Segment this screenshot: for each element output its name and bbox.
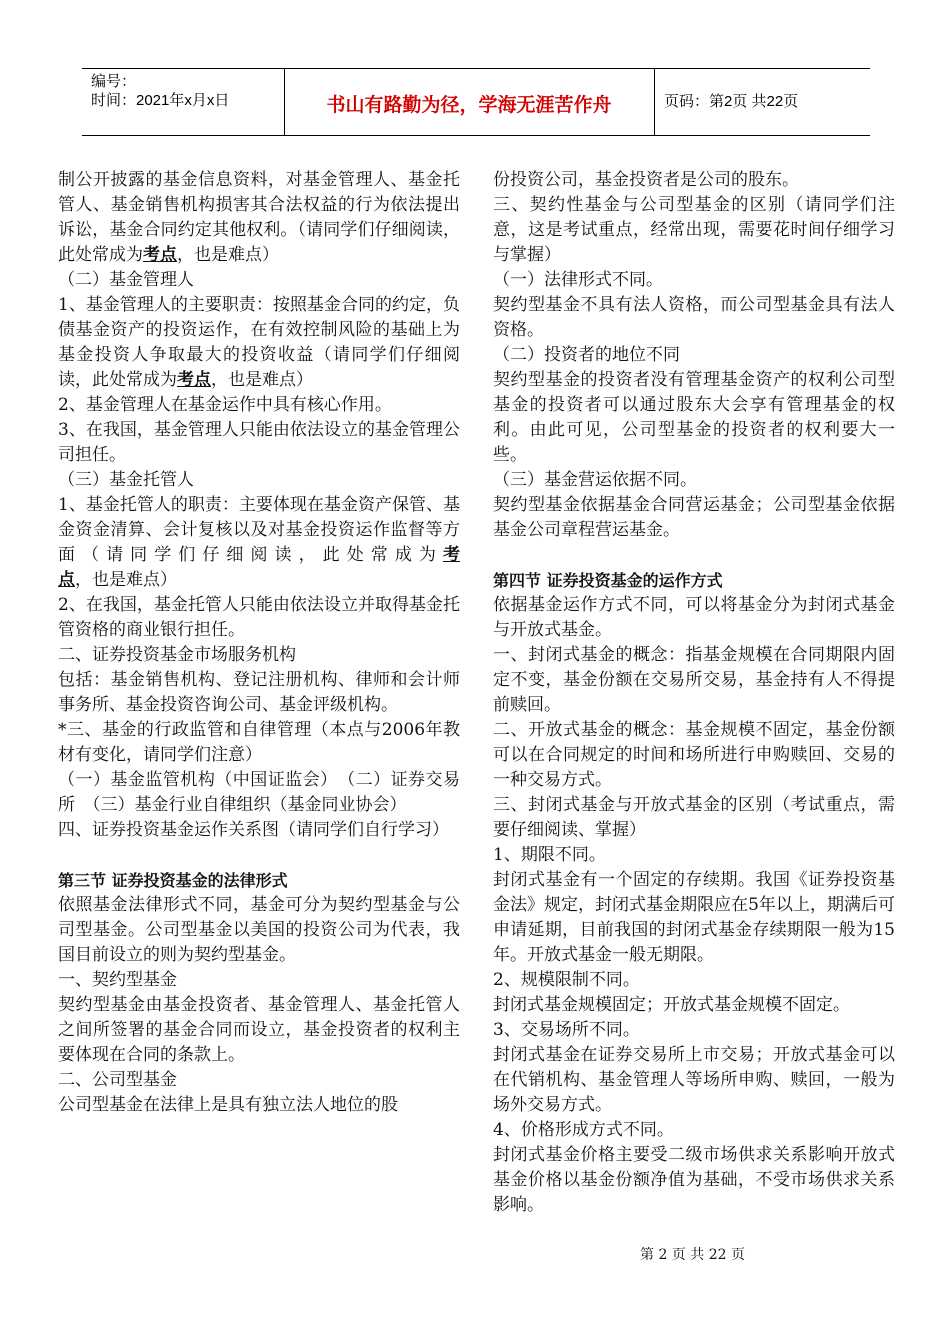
- paragraph: 二、证券投资基金市场服务机构: [58, 645, 296, 665]
- page-footer: 第 2 页 共 22 页: [640, 1247, 745, 1263]
- paragraph: 契约型基金不具有法人资格，而公司型基金具有法人资格。: [493, 295, 895, 340]
- header-bottom-rule: [82, 135, 870, 136]
- paragraph: 1、基金托管人的职责：主要体现在基金资产保管、基金资金清算、会计复核以及对基金投资运作监督等方面（请同学们仔细阅读，此处常成为考点，也是难点）: [58, 495, 460, 590]
- right-column: [493, 168, 895, 1218]
- paragraph: 1、期限不同。: [493, 845, 606, 865]
- key-point-mark: 考点: [143, 245, 177, 265]
- spacer: [493, 543, 895, 568]
- paragraph: 2、规模限制不同。: [493, 970, 640, 990]
- paragraph: 1、基金管理人的主要职责：按照基金合同的约定，负债基金资产的投资运作，在有效控制风险的基础上为基金投资人争取最大的投资收益（请同学们仔细阅读，此处常成为考点，也是难点）: [58, 295, 460, 390]
- left-column: [58, 168, 460, 1118]
- paragraph: 契约型基金由基金投资者、基金管理人、基金托管人之间所签署的基金合同而设立，基金投资者的权利主要体现在合同的条款上。: [58, 995, 460, 1065]
- paragraph: 三、契约性基金与公司型基金的区别（请同学们注意，这是考试重点，经常出现，需要花时间仔细学习与掌握）: [493, 195, 895, 265]
- paragraph: 一、契约型基金: [58, 970, 177, 990]
- paragraph: 份投资公司，基金投资者是公司的股东。: [493, 170, 799, 190]
- paragraph: （二）基金管理人: [58, 270, 194, 290]
- paragraph: 3、在我国，基金管理人只能由依法设立的基金管理公司担任。: [58, 420, 460, 465]
- paragraph: 二、公司型基金: [58, 1070, 177, 1090]
- paragraph: 一、封闭式基金的概念：指基金规模在合同期限内固定不变，基金份额在交易所交易，基金持有人不得提前赎回。: [493, 645, 895, 715]
- paragraph: 依照基金法律形式不同，基金可分为契约型基金与公司型基金。公司型基金以美国的投资公司为代表，我国目前设立的则为契约型基金。: [58, 895, 460, 965]
- paragraph: 包括：基金销售机构、登记注册机构、律师和会计师事务所、基金投资咨询公司、基金评级机构。: [58, 670, 460, 715]
- section-heading: 第三节 证券投资基金的法律形式: [58, 871, 288, 890]
- header-motto: 书山有路勤为径，学海无涯苦作舟: [326, 94, 612, 116]
- header-number: 编号：: [91, 73, 137, 90]
- header-divider-2: [654, 68, 655, 136]
- paragraph: （一）基金监管机构（中国证监会） （二）证券交易所 （三）基金行业自律组织（基金同业协会）: [58, 770, 460, 815]
- spacer: [58, 843, 460, 868]
- paragraph: （二）投资者的地位不同: [493, 345, 680, 365]
- paragraph: *三、基金的行政监管和自律管理（本点与2006年教材有变化，请同学们注意）: [58, 720, 460, 765]
- paragraph: 4、价格形成方式不同。: [493, 1120, 674, 1140]
- paragraph: 二、开放式基金的概念：基金规模不固定，基金份额可以在合同规定的时间和场所进行申购赎回、交易的一种交易方式。: [493, 720, 895, 790]
- paragraph: 三、封闭式基金与开放式基金的区别（考试重点，需要仔细阅读、掌握）: [493, 795, 895, 840]
- header-page-number: 页码：第2页 共22页: [664, 93, 799, 110]
- paragraph: 依据基金运作方式不同，可以将基金分为封闭式基金与开放式基金。: [493, 595, 895, 640]
- paragraph: 2、在我国，基金托管人只能由依法设立并取得基金托管资格的商业银行担任。: [58, 595, 460, 640]
- header-date: 时间：2021年x月x日: [91, 92, 230, 109]
- paragraph: 契约型基金的投资者没有管理基金资产的权利公司型基金的投资者可以通过股东大会享有管理基金的权利。由此可见，公司型基金的投资者的权利要大一些。: [493, 370, 895, 465]
- paragraph: 封闭式基金有一个固定的存续期。我国《证券投资基金法》规定，封闭式基金期限应在5年以上，期满后可申请延期，目前我国的封闭式基金存续期限一般为15年。开放式基金一般无期限。: [493, 870, 895, 965]
- paragraph: 封闭式基金在证券交易所上市交易；开放式基金可以在代销机构、基金管理人等场所申购、赎回，一般为场外交易方式。: [493, 1045, 895, 1115]
- paragraph: 四、证券投资基金运作关系图（请同学们自行学习）: [58, 820, 449, 840]
- key-point-mark: 考点: [177, 370, 211, 390]
- paragraph: 契约型基金依据基金合同营运基金；公司型基金依据基金公司章程营运基金。: [493, 495, 895, 540]
- page-header: [82, 68, 870, 136]
- paragraph: （三）基金托管人: [58, 470, 194, 490]
- paragraph: 公司型基金在法律上是具有独立法人地位的股: [58, 1095, 398, 1115]
- paragraph: （三）基金营运依据不同。: [493, 470, 697, 490]
- section-heading: 第四节 证券投资基金的运作方式: [493, 571, 723, 590]
- paragraph: （一）法律形式不同。: [493, 270, 663, 290]
- paragraph: 3、交易场所不同。: [493, 1020, 640, 1040]
- paragraph: 封闭式基金价格主要受二级市场供求关系影响开放式基金价格以基金份额净值为基础，不受市场供求关系影响。: [493, 1145, 895, 1215]
- paragraph: 封闭式基金规模固定；开放式基金规模不固定。: [493, 995, 850, 1015]
- paragraph: 制公开披露的基金信息资料，对基金管理人、基金托管人、基金销售机构损害其合法权益的行为依法提出诉讼，基金合同约定其他权利。（请同学们仔细阅读，此处常成为考点，也是难点）: [58, 170, 460, 265]
- paragraph: 2、基金管理人在基金运作中具有核心作用。: [58, 395, 392, 415]
- header-top-rule: [82, 68, 870, 69]
- header-meta: [91, 72, 229, 110]
- key-point-mark: 考点: [58, 545, 460, 590]
